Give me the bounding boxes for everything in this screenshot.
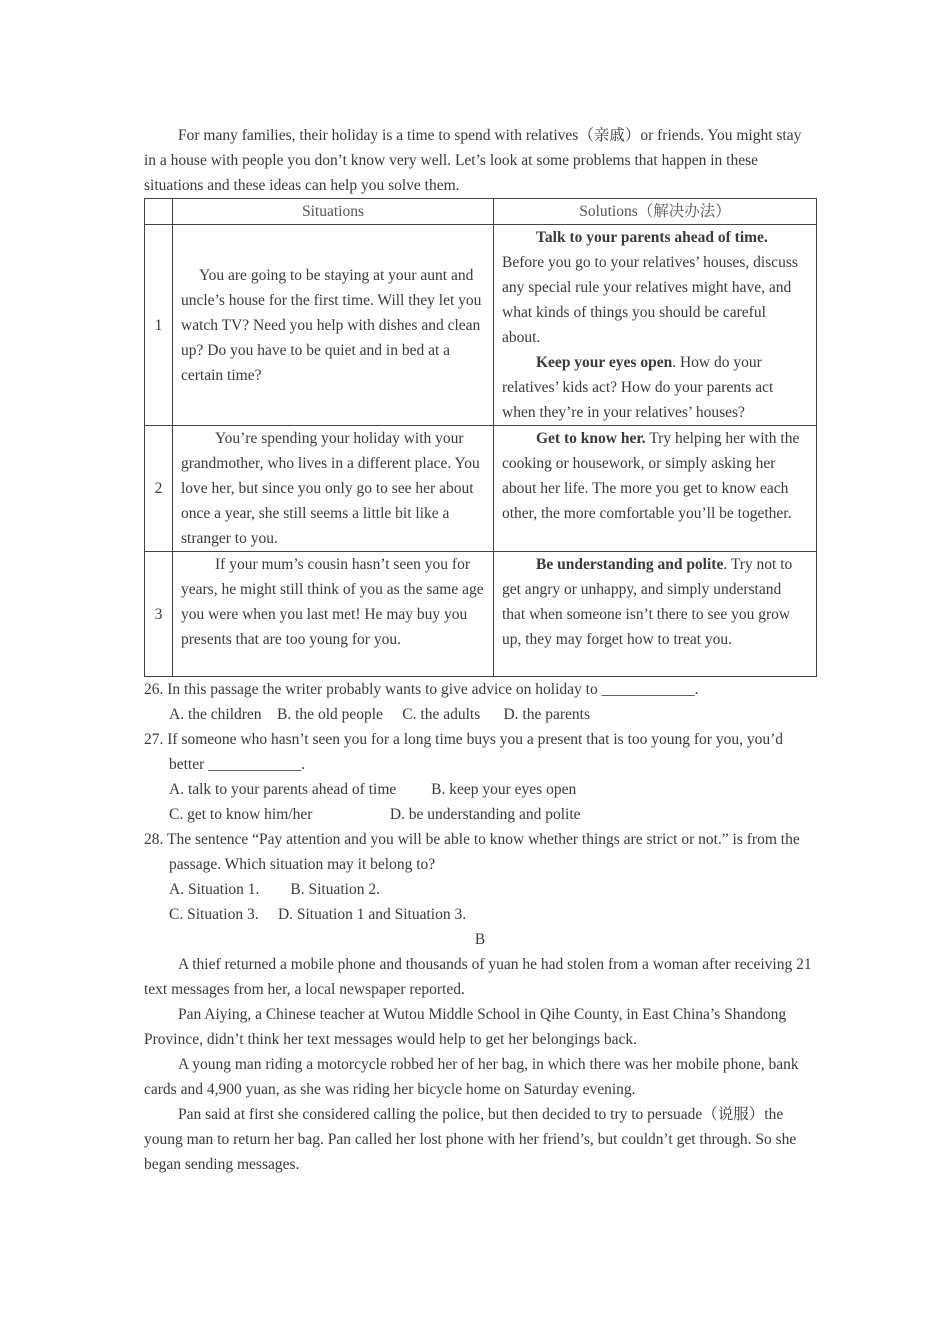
solution-text: Before you go to your relatives’ houses, discuss any special rule your relatives might have, and what kinds of things you should be careful about.: [502, 254, 798, 346]
question-options: A. Situation 1. B. Situation 2.: [169, 881, 380, 898]
section-b-paragraph: Pan Aiying, a Chinese teacher at Wutou Middle School in Qihe County, in East China’s Shandong Province, didn’t think her text messages would help to get her belongings back.: [144, 1006, 787, 1048]
situation-text: You’re spending your holiday with your grandmother, who lives in a different place. You love her, but since you only go to see her about once a year, she still seems a little bit like a stranger to you.: [181, 430, 480, 547]
header-solutions: Solutions（解决办法）: [494, 199, 817, 225]
question-options: A. the children B. the old people C. the adults D. the parents: [169, 706, 590, 723]
solution-bold: Get to know her.: [536, 430, 646, 447]
situations-solutions-table: [144, 198, 817, 677]
situation-text: If your mum’s cousin hasn’t seen you for years, he might still think of you as the same age you were when you last met! He may buy you presents that are too young for you.: [181, 556, 484, 648]
header-situations: Situations: [173, 199, 494, 225]
situation-cell: [173, 225, 494, 426]
table-header-row: [145, 199, 817, 225]
question-options: C. Situation 3. D. Situation 1 and Situation 3.: [169, 906, 467, 923]
solution-cell: [494, 426, 817, 552]
header-number: [145, 199, 173, 225]
row-number: 3: [145, 552, 173, 677]
table-row: [145, 552, 817, 677]
section-b-paragraph: A thief returned a mobile phone and thousands of yuan he had stolen from a woman after receiving 21 text messages from her, a local newspaper reported.: [144, 956, 812, 998]
solution-paragraph: [502, 552, 808, 652]
solution-text: Try helping her with the cooking or housework, or simply asking her about her life. The more you get to know each other, the more comfortable you’ll be together.: [502, 430, 800, 522]
situation-cell: [173, 552, 494, 677]
question-26: [144, 677, 816, 727]
question-options: C. get to know him/her D. be understanding and polite: [169, 806, 581, 823]
table-row: [145, 426, 817, 552]
row-number: 1: [145, 225, 173, 426]
question-28: [144, 827, 816, 927]
solution-heading: [502, 225, 808, 250]
solution-bold: Be understanding and polite: [536, 556, 724, 573]
section-b-heading: B: [474, 931, 486, 948]
question-options: A. talk to your parents ahead of time B. keep your eyes open: [169, 781, 577, 798]
solution-cell: [494, 225, 817, 426]
section-b-paragraph: A young man riding a motorcycle robbed her of her bag, in which there was her mobile phone, bank cards and 4,900 yuan, as she was riding her bicycle home on Saturday evening.: [144, 1056, 799, 1098]
solution-paragraph: [502, 426, 808, 526]
solution-bold: Keep your eyes open: [536, 354, 673, 371]
solution-text: . Try not to get angry or unhappy, and simply understand that when someone isn’t there to see you grow up, they may forget how to treat you.: [502, 556, 793, 648]
solution-cell: [494, 552, 817, 677]
intro-paragraph: For many families, their holiday is a time to spend with relatives（亲戚）or friends. You might stay in a house with people you don’t know very well. Let’s look at some problems that happen in these situations and these ideas can help you solve them.: [144, 127, 802, 194]
document-page: [144, 123, 816, 1177]
solution-text: . How do your relatives’ kids act? How do your parents act when they’re in your relatives’ houses?: [502, 354, 774, 421]
question-stem: 27. If someone who hasn’t seen you for a long time buys you a present that is too young for you, you’d better ____________.: [144, 731, 783, 773]
question-stem: 26. In this passage the writer probably wants to give advice on holiday to ____________.: [144, 681, 699, 698]
solution-paragraph: [502, 350, 808, 425]
row-number: 2: [145, 426, 173, 552]
situation-cell: [173, 426, 494, 552]
solution-bold: Talk to your parents ahead of time.: [536, 229, 768, 246]
table-row: [145, 225, 817, 426]
situation-text: You are going to be staying at your aunt and uncle’s house for the first time. Will they let you watch TV? Need you help with dishes and clean up? Do you have to be quiet and in bed at a certain time?: [181, 266, 482, 384]
question-27: [144, 727, 816, 827]
section-b-paragraph: Pan said at first she considered calling the police, but then decided to try to persuade（说服）the young man to return her bag. Pan called her lost phone with her friend’s, but couldn’t get through. So she began sending messages.: [144, 1106, 797, 1173]
question-stem: 28. The sentence “Pay attention and you will be able to know whether things are strict or not.” is from the passage. Which situation may it belong to?: [144, 831, 800, 873]
